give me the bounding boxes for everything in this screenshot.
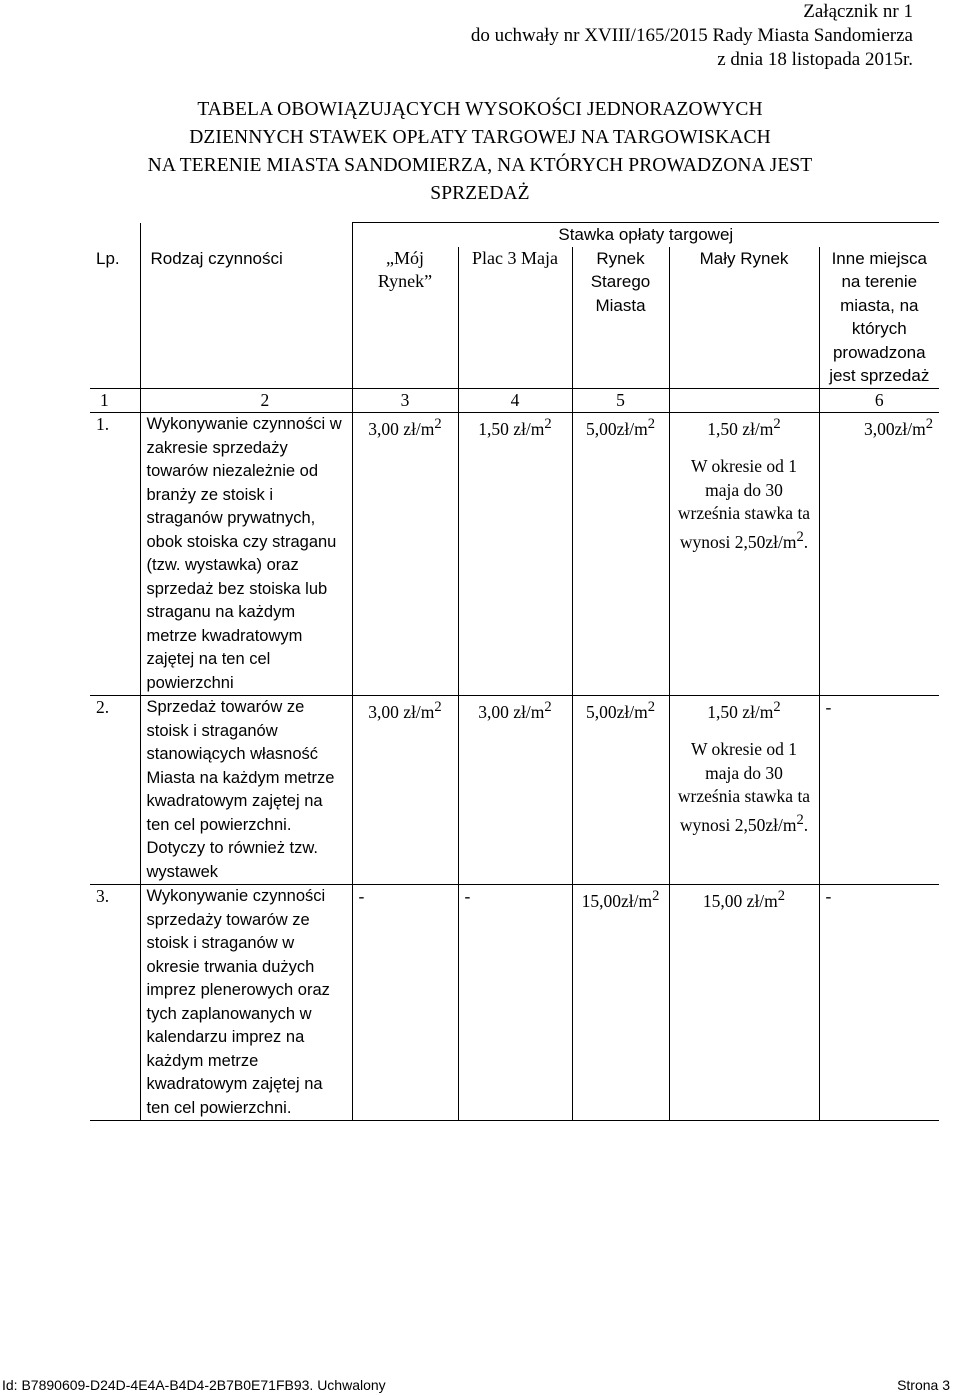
header-rynek-starego-miasta: Rynek Starego Miasta bbox=[572, 247, 669, 389]
row-3-plac: - bbox=[458, 885, 572, 1121]
colnum-4: 4 bbox=[458, 388, 572, 413]
header-plac-3-maja: Plac 3 Maja bbox=[458, 247, 572, 389]
colnum-2: 2 bbox=[140, 388, 352, 413]
row-1-lp: 1. bbox=[90, 413, 140, 696]
row-2-inne: - bbox=[819, 696, 939, 885]
header-rate-group: Stawka opłaty targowej bbox=[352, 223, 939, 247]
title-line-2: DZIENNYCH STAWEK OPŁATY TARGOWEJ NA TARGOWISKACH bbox=[189, 127, 771, 148]
document-id: Id: B7890609-D24D-4E4A-B4D4-2B7B0E71FB93. Uchwalony bbox=[2, 1377, 386, 1393]
annex-header bbox=[471, 0, 913, 72]
row-1-moj-rynek: 3,00 $zł/m^2$ bbox=[352, 413, 458, 696]
row-1-summer-note: W okresie od 1 maja do 30 września stawka ta wynosi $2,50zł/m^2$. bbox=[677, 456, 811, 552]
row-2-lp: 2. bbox=[90, 696, 140, 885]
fee-table bbox=[90, 222, 939, 1121]
header-row-top bbox=[90, 223, 939, 247]
title-line-4: SPRZEDAŻ bbox=[430, 183, 530, 204]
header-activity: Rodzaj czynności bbox=[140, 223, 352, 389]
colnum-6: 6 bbox=[819, 388, 939, 413]
row-2-rynek-starego: $5,00zł/m^2$ bbox=[572, 696, 669, 885]
row-3-moj-rynek: - bbox=[352, 885, 458, 1121]
row-3-maly-rynek: 15,00 $zł/m^2$ bbox=[669, 885, 819, 1121]
colnum-empty bbox=[669, 388, 819, 413]
annex-resolution: do uchwały nr XVIII/165/2015 Rady Miasta Sandomierza bbox=[470, 25, 913, 46]
row-1-maly-rynek: 1,50 $zł/m^2$ W okresie od 1 maja do 30 września stawka ta wynosi $2,50zł/m^2$. bbox=[669, 413, 819, 696]
row-2-moj-rynek: 3,00 $zł/m^2$ bbox=[352, 696, 458, 885]
annex-number: Załącznik nr 1 bbox=[803, 1, 913, 22]
title-line-3: NA TERENIE MIASTA SANDOMIERZA, NA KTÓRYCH PROWADZONA JEST bbox=[147, 155, 813, 176]
column-number-row bbox=[90, 388, 939, 413]
row-3-lp: 3. bbox=[90, 885, 140, 1121]
header-lp: Lp. bbox=[90, 223, 140, 389]
row-3-rynek-starego: $15,00zł/m^2$ bbox=[572, 885, 669, 1121]
document-title bbox=[40, 96, 920, 208]
page-number: Strona 3 bbox=[897, 1377, 950, 1393]
row-1-inne: $3,00zł/m^2$ bbox=[819, 413, 939, 696]
table-row bbox=[90, 885, 939, 1121]
colnum-3: 3 bbox=[352, 388, 458, 413]
row-2-maly-rynek: 1,50 $zł/m^2$ W okresie od 1 maja do 30 września stawka ta wynosi $2,50zł/m^2$. bbox=[669, 696, 819, 885]
row-2-summer-note: W okresie od 1 maja do 30 września stawka ta wynosi $2,50zł/m^2$. bbox=[677, 739, 811, 835]
row-1-rynek-starego: $5,00zł/m^2$ bbox=[572, 413, 669, 696]
row-2-plac: 3,00 $zł/m^2$ bbox=[458, 696, 572, 885]
row-1-plac: 1,50 $zł/m^2$ bbox=[458, 413, 572, 696]
colnum-1: 1 bbox=[90, 388, 140, 413]
row-2-activity: Sprzedaż towarów ze stoisk i straganów stanowiących własność Miasta na każdym metrze kwadratowym zajętej na ten cel powierzchni. Dotyczy to również tzw. wystawek bbox=[140, 696, 352, 885]
row-1-activity: Wykonywanie czynności w zakresie sprzedaży towarów niezależnie od branży ze stoisk i straganów prywatnych, obok stoiska czy straganu (tzw. wystawka) oraz sprzedaż bez stoiska lub straganu na każdym metrze kwadratowym zajętej na ten cel powierzchni bbox=[140, 413, 352, 696]
header-moj-rynek: „Mój Rynek” bbox=[352, 247, 458, 389]
title-line-1: TABELA OBOWIĄZUJĄCYCH WYSOKOŚCI JEDNORAZOWYCH bbox=[197, 99, 763, 120]
row-3-activity: Wykonywanie czynności sprzedaży towarów ze stoisk i straganów w okresie trwania dużych imprez plenerowych oraz tych zaplanowanych w kalendarzu imprez na każdym metrze kwadratowym zajętej na ten cel powierzchni. bbox=[140, 885, 352, 1121]
header-inne-miejsca: Inne miejsca na terenie miasta, na których prowadzona jest sprzedaż bbox=[819, 247, 939, 389]
header-maly-rynek: Mały Rynek bbox=[669, 247, 819, 389]
row-3-inne: - bbox=[819, 885, 939, 1121]
colnum-5: 5 bbox=[572, 388, 669, 413]
table-row bbox=[90, 413, 939, 696]
table-row bbox=[90, 696, 939, 885]
annex-date: z dnia 18 listopada 2015r. bbox=[717, 49, 913, 70]
